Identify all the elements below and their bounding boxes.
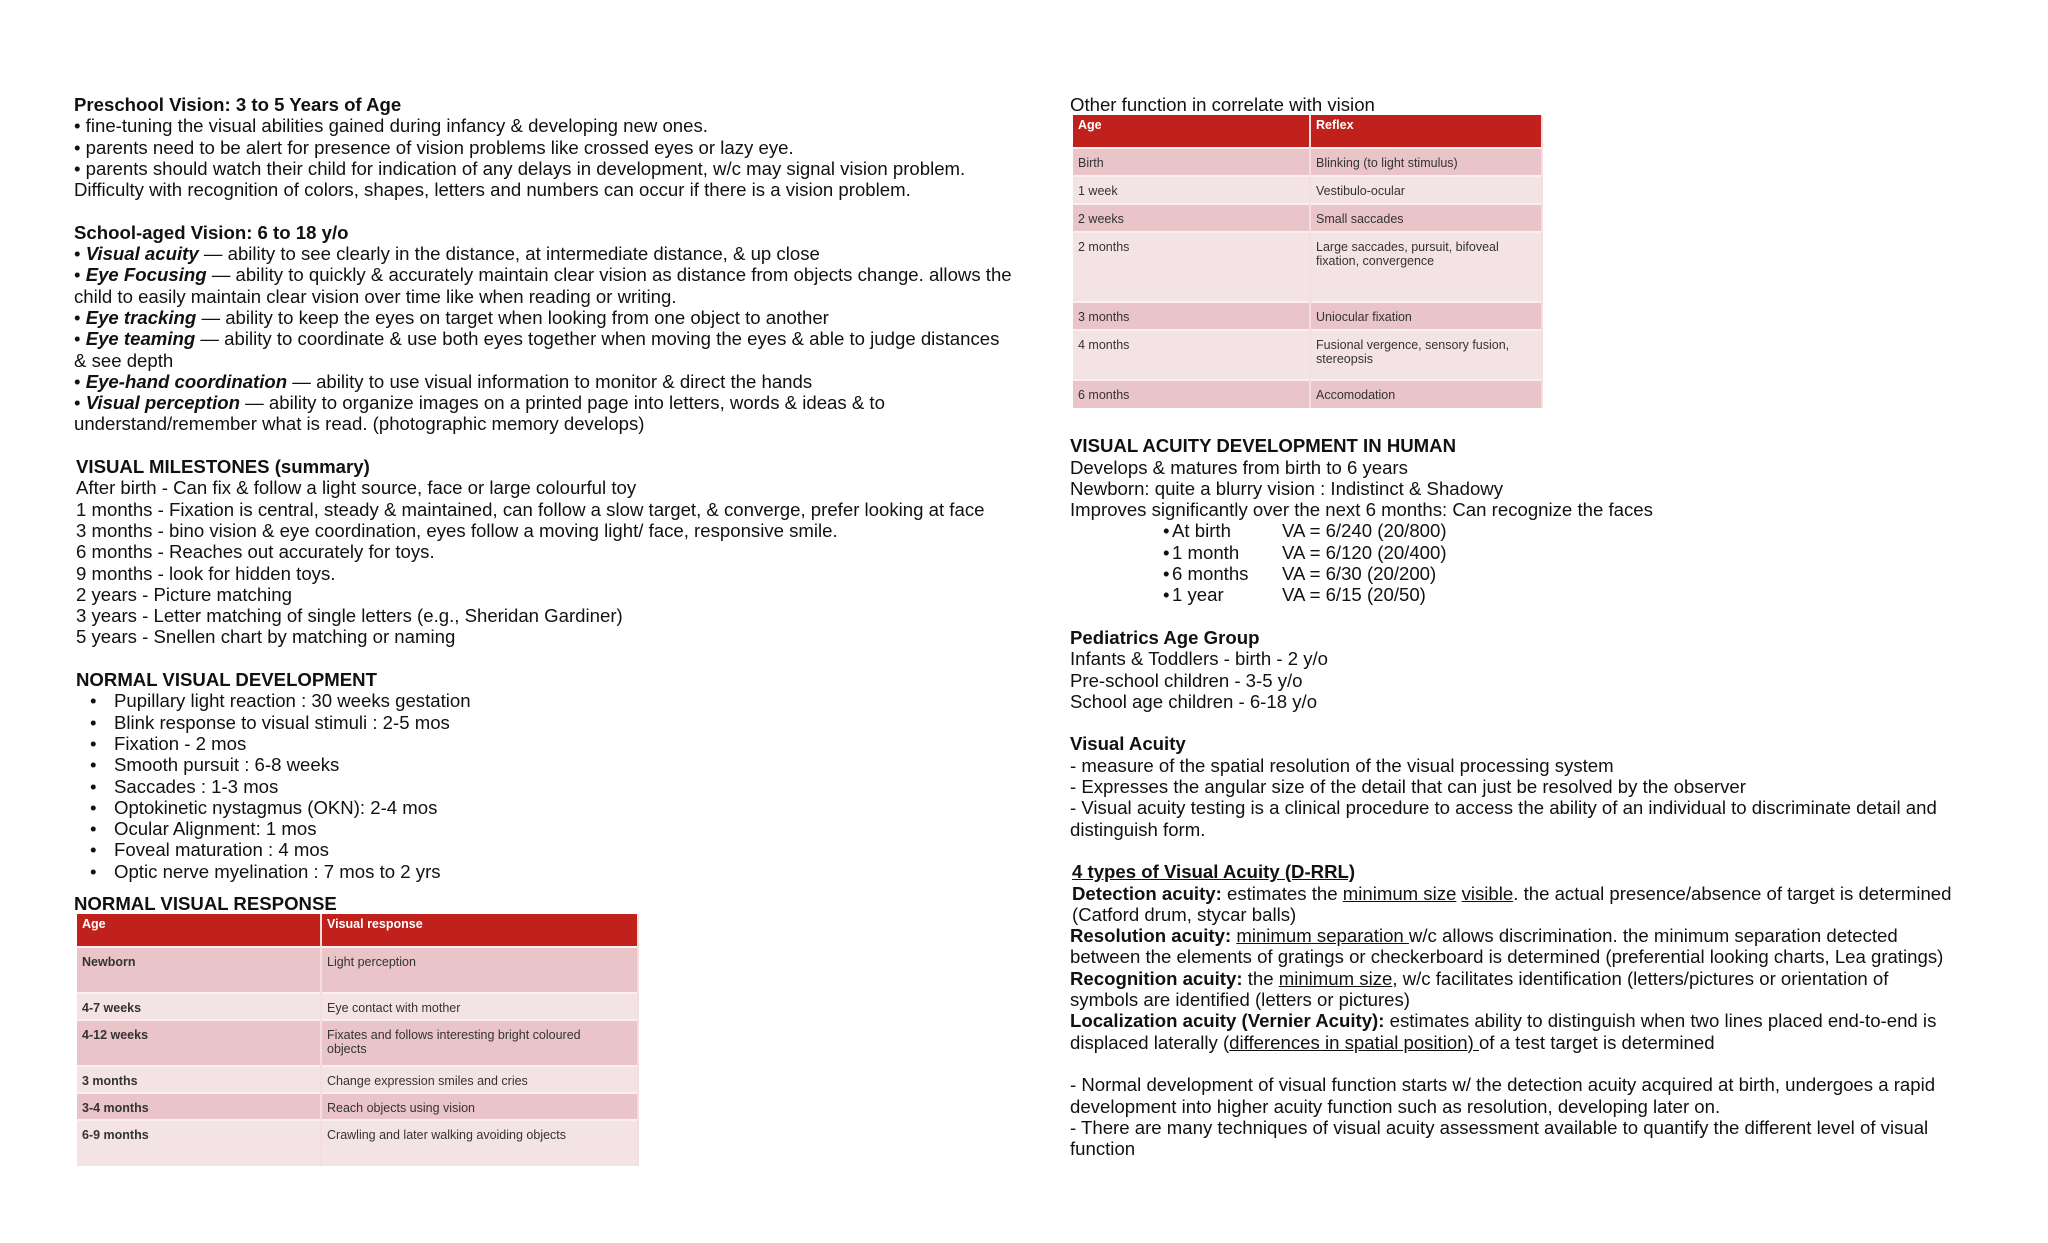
peds-line: Infants & Toddlers - birth - 2 y/o [1070, 648, 1329, 670]
reflex-table [1073, 115, 1543, 408]
list-item: • Optic nerve myelination : 7 mos to 2 yrs [76, 861, 1024, 882]
milestone-line: 9 months - look for hidden toys. [76, 562, 336, 584]
table-header: Age [77, 914, 321, 947]
list-item: • Saccades : 1-3 mos [76, 776, 1024, 797]
table-cell: 4-12 weeks [77, 1020, 321, 1066]
acuity-line: - measure of the spatial resolution of the visual processing system [1070, 754, 1614, 776]
list-item: • Fixation - 2 mos [76, 733, 1024, 754]
visual-response-table [77, 914, 639, 1166]
list-item: • Ocular Alignment: 1 mos [76, 818, 1024, 839]
text: estimates the [1221, 882, 1343, 904]
table-cell: 6-9 months [77, 1120, 321, 1166]
va-age: • 1 year [1070, 584, 1282, 605]
milestone-line: 3 years - Letter matching of single letters (e.g., Sheridan Gardiner) [76, 605, 623, 627]
school-item: • Visual perception — ability to organize images on a printed page into letters, words & ideas & to understand/remember what is read. (photographic memory develops) [74, 392, 885, 435]
va-dev-line: Newborn: quite a blurry vision : Indistinct & Shadowy [1070, 477, 1504, 499]
table-cell: Blinking (to light stimulus) [1310, 148, 1542, 176]
va-value: VA = 6/30 (20/200) [1282, 563, 1437, 585]
school-term: Eye-hand coordination [85, 370, 288, 392]
va-dev-heading: VISUAL ACUITY DEVELOPMENT IN HUMAN [1070, 435, 1457, 457]
school-item: • Visual acuity — ability to see clearly in the distance, at intermediate distance, & up close [74, 243, 820, 265]
underlined-text: minimum size [1342, 882, 1457, 904]
table-cell: 2 weeks [1073, 204, 1310, 232]
table-cell: 1 week [1073, 176, 1310, 204]
va-value: VA = 6/120 (20/400) [1282, 541, 1447, 563]
types-heading: 4 types of Visual Acuity (D-RRL) [1072, 861, 1356, 883]
table-cell: Accomodation [1310, 380, 1542, 408]
school-item: • Eye-hand coordination — ability to use visual information to monitor & direct the hands [74, 370, 813, 392]
school-text: — ability to organize images on a printed page into letters, words & ideas & to understand/remember what is read. (photographic memory develops) [74, 392, 885, 435]
table-cell: Newborn [77, 947, 321, 993]
table-cell: Uniocular fixation [1310, 302, 1542, 330]
text: , w/c facilitates identification (letters/pictures or orientation of symbols are identified (letters or pictures) [1070, 967, 1889, 1011]
table-header: Age [1073, 115, 1310, 148]
term: Localization acuity (Vernier Acuity): [1070, 1010, 1385, 1032]
preschool-line: • parents need to be alert for presence of vision problems like crossed eyes or lazy eye. [74, 136, 794, 158]
table-cell: Fusional vergence, sensory fusion, stereopsis [1310, 330, 1542, 380]
peds-line: School age children - 6-18 y/o [1070, 690, 1318, 712]
list-item: • Smooth pursuit : 6-8 weeks [76, 754, 1024, 775]
table-cell: 4-7 weeks [77, 993, 321, 1020]
table-cell: Reach objects using vision [321, 1093, 638, 1120]
right-column [1070, 94, 2010, 1159]
table-cell: Light perception [321, 947, 638, 993]
school-text: — ability to coordinate & use both eyes together when moving the eyes & able to judge distances & see depth [74, 328, 1000, 371]
va-value: VA = 6/15 (20/50) [1282, 584, 1426, 606]
term: Resolution acuity: [1070, 925, 1232, 947]
table-cell: Eye contact with mother [321, 993, 638, 1020]
school-text: — ability to keep the eyes on target when looking from one object to another [196, 306, 829, 328]
recognition-acuity [1070, 968, 1920, 1011]
school-term: Visual perception [85, 392, 240, 414]
va-dev-line: Improves significantly over the next 6 months: Can recognize the faces [1070, 499, 1653, 521]
table-cell: 3-4 months [77, 1093, 321, 1120]
text: the [1242, 967, 1279, 989]
milestone-line: 1 months - Fixation is central, steady & maintained, can follow a slow target, & converge, prefer looking at face [76, 498, 985, 520]
list-item: • Blink response to visual stimuli : 2-5 mos [76, 712, 1024, 733]
va-row [1070, 542, 2010, 563]
school-text: — ability to see clearly in the distance, at intermediate distance, & up close [198, 243, 820, 265]
preschool-line: Difficulty with recognition of colors, shapes, letters and numbers can occur if there is a vision problem. [74, 179, 911, 201]
milestones-heading: VISUAL MILESTONES (summary) [76, 456, 370, 478]
va-dev-line: Develops & matures from birth to 6 years [1070, 456, 1408, 478]
note-line: - There are many techniques of visual acuity assessment available to quantify the different level of visual function [1070, 1116, 1929, 1160]
milestone-line: 3 months - bino vision & eye coordination, eyes follow a moving light/ face, responsive smile. [76, 519, 838, 541]
va-row [1070, 563, 2010, 584]
school-text: — ability to quickly & accurately maintain clear vision as distance from objects change. allows the child to easily maintain clear vision over time like when reading or writing. [74, 264, 1012, 307]
school-term: Eye teaming [85, 328, 196, 350]
peds-heading: Pediatrics Age Group [1070, 626, 1260, 648]
table-header: Visual response [321, 914, 638, 947]
milestone-line: 2 years - Picture matching [76, 583, 292, 605]
underlined-text: differences in spatial position) [1229, 1031, 1479, 1053]
school-item: • Eye tracking — ability to keep the eyes on target when looking from one object to another [74, 306, 829, 328]
list-item: • Optokinetic nystagmus (OKN): 2-4 mos [76, 797, 1024, 818]
va-value: VA = 6/240 (20/800) [1282, 520, 1447, 542]
table-cell: 3 months [1073, 302, 1310, 330]
list-item: • Foveal maturation : 4 mos [76, 839, 1024, 860]
left-column [74, 94, 1024, 1166]
school-item: • Eye teaming — ability to coordinate & use both eyes together when moving the eyes & able to judge distances & see depth [74, 328, 1000, 371]
table-cell: Change expression smiles and cries [321, 1066, 638, 1093]
milestone-line: 5 years - Snellen chart by matching or naming [76, 626, 456, 648]
text: w/c allows discrimination. the minimum separation detected between the elements of gratings or checkerboard is determined (preferential looking charts, Lea gratings) [1070, 925, 1944, 968]
va-age: • 6 months [1070, 563, 1282, 584]
normal-dev-heading: NORMAL VISUAL DEVELOPMENT [76, 669, 377, 691]
table-cell: 3 months [77, 1066, 321, 1093]
localization-acuity [1070, 1010, 1950, 1053]
table-cell: Birth [1073, 148, 1310, 176]
table-cell: 4 months [1073, 330, 1310, 380]
detection-acuity [1072, 883, 1972, 926]
text: estimates ability to distinguish when two lines placed end-to-end is displaced laterally ( [1070, 1010, 1937, 1053]
term: Recognition acuity: [1070, 967, 1243, 989]
milestone-line: After birth - Can fix & follow a light source, face or large colourful toy [76, 477, 637, 499]
preschool-line: • fine-tuning the visual abilities gained during infancy & developing new ones. [74, 115, 708, 137]
underlined-text: minimum size [1278, 967, 1393, 989]
table-cell: Large saccades, pursuit, bifoveal fixation, convergence [1310, 232, 1542, 302]
acuity-line: - Expresses the angular size of the detail that can just be resolved by the observer [1070, 776, 1746, 798]
term: Detection acuity: [1072, 882, 1222, 904]
text: . the actual presence/absence of target is determined (Catford drum, stycar balls) [1072, 882, 1952, 925]
text: of a test target is determined [1478, 1031, 1715, 1053]
school-heading: School-aged Vision: 6 to 18 y/o [74, 221, 349, 243]
table-cell: 2 months [1073, 232, 1310, 302]
table-cell: 6 months [1073, 380, 1310, 408]
va-row [1070, 584, 2010, 605]
acuity-line: - Visual acuity testing is a clinical procedure to access the ability of an individual to discriminate detail and distinguish form. [1070, 797, 1937, 840]
school-term: Visual acuity [85, 243, 199, 265]
peds-line: Pre-school children - 3-5 y/o [1070, 669, 1303, 691]
school-term: Eye tracking [85, 306, 197, 328]
school-term: Eye Focusing [85, 264, 207, 286]
acuity-heading: Visual Acuity [1070, 733, 1186, 755]
milestone-line: 6 months - Reaches out accurately for toys. [76, 541, 435, 563]
response-heading: NORMAL VISUAL RESPONSE [74, 892, 337, 914]
list-item: • Pupillary light reaction : 30 weeks gestation [76, 690, 1024, 711]
va-age: • At birth [1070, 520, 1282, 541]
table-header: Reflex [1310, 115, 1542, 148]
table-cell: Fixates and follows interesting bright coloured objects [321, 1020, 638, 1066]
table-cell: Small saccades [1310, 204, 1542, 232]
va-age: • 1 month [1070, 542, 1282, 563]
underlined-text: minimum separation [1236, 925, 1409, 947]
preschool-heading: Preschool Vision: 3 to 5 Years of Age [74, 94, 402, 115]
va-row [1070, 520, 2010, 541]
underlined-text: visible [1461, 882, 1514, 904]
school-item: • Eye Focusing — ability to quickly & accurately maintain clear vision as distance from objects change. allows the child to easily maintain clear vision over time like when reading or writing. [74, 264, 1012, 307]
note-line: - Normal development of visual function starts w/ the detection acuity acquired at birth, undergoes a rapid development into higher acuity function such as resolution, developing later on. [1070, 1074, 1936, 1117]
school-text: — ability to use visual information to monitor & direct the hands [287, 370, 813, 392]
preschool-line: • parents should watch their child for indication of any delays in development, w/c may signal vision problem. [74, 157, 966, 179]
table-cell: Vestibulo-ocular [1310, 176, 1542, 204]
normal-dev-list [76, 690, 1024, 882]
resolution-acuity [1070, 925, 1970, 968]
table-cell: Crawling and later walking avoiding objects [321, 1120, 638, 1166]
reflex-caption: Other function in correlate with vision [1070, 94, 1375, 115]
